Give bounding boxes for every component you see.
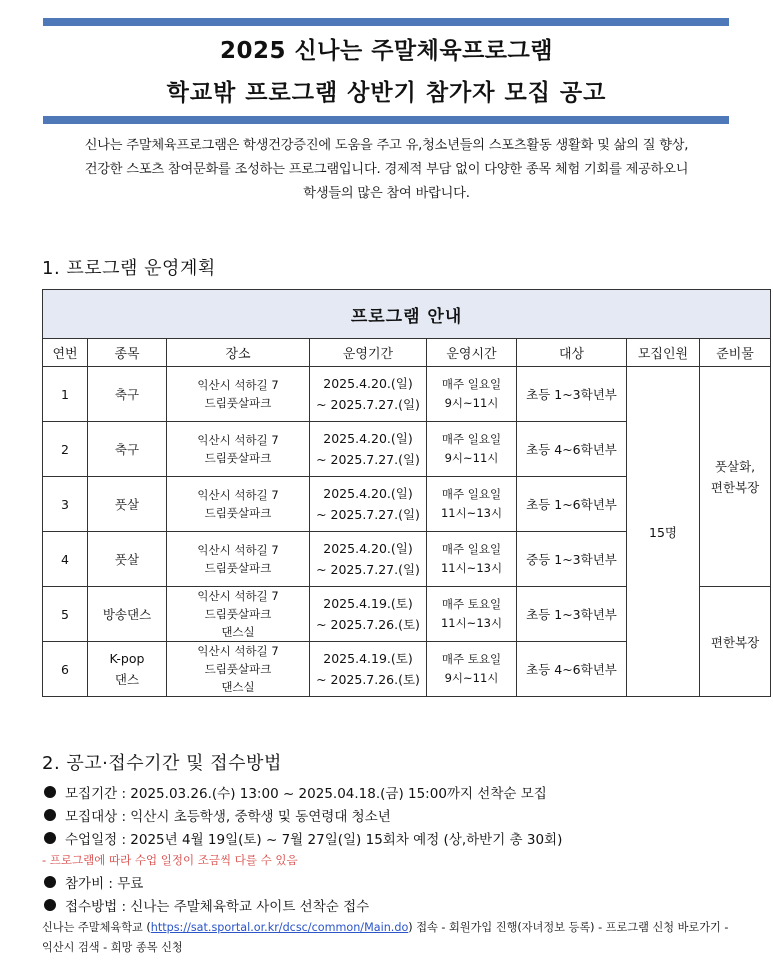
row-period: 2025.4.20.(일) ~ 2025.7.27.(일): [310, 477, 427, 532]
top-accent-bar: [43, 18, 729, 26]
row-target: 중등 1~3학년부: [517, 532, 627, 587]
title-line-2: 학교밖 프로그램 상반기 참가자 모집 공고: [166, 80, 607, 106]
recruit-count: 15명: [627, 367, 700, 697]
row-place: 익산시 석하길 7 드림풋살파크: [167, 422, 310, 477]
prep-items-1: 풋살화, 편한복장: [700, 367, 771, 587]
row-time: 매주 일요일 11시~13시: [427, 477, 517, 532]
section-1-heading: 1. 프로그램 운영계획: [42, 258, 216, 279]
row-target: 초등 1~6학년부: [517, 477, 627, 532]
row-period: 2025.4.20.(일) ~ 2025.7.27.(일): [310, 422, 427, 477]
bullet-dot-icon: [44, 809, 56, 821]
site-link[interactable]: https://sat.sportal.or.kr/dcsc/common/Main.do: [150, 921, 409, 934]
row-no: 3: [43, 477, 88, 532]
bullet-dot-icon: [44, 786, 56, 798]
row-sport: 방송댄스: [88, 587, 167, 642]
header-target: 대상: [517, 339, 627, 367]
header-sport: 종목: [88, 339, 167, 367]
row-sport: 풋살: [88, 477, 167, 532]
row-time: 매주 토요일 11시~13시: [427, 587, 517, 642]
header-recruit: 모집인원: [627, 339, 700, 367]
method-detail: 신나는 주말체육학교 (https://sat.sportal.or.kr/dcsc/common/Main.do) 접속 - 회원가입 진행(자녀정보 등록) - 프로그램 신청 바로가기 - 익산시 검색 - 희망 종목 신청: [42, 921, 729, 954]
bullet-method: 접수방법 : 신나는 주말체육학교 사이트 선착순 접수: [42, 893, 742, 916]
bullet-period: 모집기간 : 2025.03.26.(수) 13:00 ~ 2025.04.18.(금) 15:00까지 선착순 모집: [42, 780, 742, 803]
header-no: 연번: [43, 339, 88, 367]
table-row: [43, 367, 771, 422]
bullet-dot-icon: [44, 876, 56, 888]
intro-line-2: 건강한 스포츠 참여문화를 조성하는 프로그램입니다. 경제적 부담 없이 다양한 종목 체험 기회를 제공하오니: [84, 162, 689, 177]
row-place: 익산시 석하길 7 드림풋살파크: [167, 532, 310, 587]
row-target: 초등 4~6학년부: [517, 422, 627, 477]
prep-items-2: 편한복장: [700, 587, 771, 697]
row-no: 4: [43, 532, 88, 587]
row-time: 매주 일요일 9시~11시: [427, 367, 517, 422]
bullet-schedule: 수업일정 : 2025년 4월 19일(토) ~ 7월 27일(일) 15회차 예정 (상,하반기 총 30회): [42, 826, 742, 849]
row-sport: 풋살: [88, 532, 167, 587]
row-time: 매주 일요일 11시~13시: [427, 532, 517, 587]
bullet-fee: 참가비 : 무료: [42, 870, 742, 893]
row-sport: 축구: [88, 367, 167, 422]
bottom-accent-bar: [43, 116, 729, 124]
intro-paragraph: [40, 134, 733, 206]
row-place: 익산시 석하길 7 드림풋살파크 댄스실: [167, 587, 310, 642]
row-target: 초등 1~3학년부: [517, 367, 627, 422]
intro-line-1: 신나는 주말체육프로그램은 학생건강증진에 도움을 주고 유,청소년들의 스포츠활동 생활화 및 삶의 질 향상,: [84, 138, 689, 153]
header-prep: 준비물: [700, 339, 771, 367]
row-sport: 축구: [88, 422, 167, 477]
row-target: 초등 4~6학년부: [517, 642, 627, 697]
row-place: 익산시 석하길 7 드림풋살파크: [167, 477, 310, 532]
application-info: [42, 780, 742, 958]
row-time: 매주 토요일 9시~11시: [427, 642, 517, 697]
table-banner: 프로그램 안내: [43, 290, 771, 339]
section-2-heading: 2. 공고·접수기간 및 접수방법: [42, 753, 282, 774]
row-period: 2025.4.20.(일) ~ 2025.7.27.(일): [310, 367, 427, 422]
row-place: 익산시 석하길 7 드림풋살파크 댄스실: [167, 642, 310, 697]
header-place: 장소: [167, 339, 310, 367]
bullet-target: 모집대상 : 익산시 초등학생, 중학생 및 동연령대 청소년: [42, 803, 742, 826]
bullet-dot-icon: [44, 832, 56, 844]
schedule-note: - 프로그램에 따라 수업 일정이 조금씩 다를 수 있음: [42, 852, 298, 867]
bullet-dot-icon: [44, 899, 56, 911]
row-no: 5: [43, 587, 88, 642]
row-target: 초등 1~3학년부: [517, 587, 627, 642]
row-no: 6: [43, 642, 88, 697]
row-sport: K-pop 댄스: [88, 642, 167, 697]
header-period: 운영기간: [310, 339, 427, 367]
row-period: 2025.4.19.(토) ~ 2025.7.26.(토): [310, 587, 427, 642]
row-no: 2: [43, 422, 88, 477]
row-period: 2025.4.19.(토) ~ 2025.7.26.(토): [310, 642, 427, 697]
intro-line-3: 학생들의 많은 참여 바랍니다.: [303, 186, 470, 201]
row-place: 익산시 석하길 7 드림풋살파크: [167, 367, 310, 422]
row-period: 2025.4.20.(일) ~ 2025.7.27.(일): [310, 532, 427, 587]
title-line-1: 2025 신나는 주말체육프로그램: [220, 38, 553, 64]
header-time: 운영시간: [427, 339, 517, 367]
program-table: [42, 289, 771, 697]
row-time: 매주 일요일 9시~11시: [427, 422, 517, 477]
row-no: 1: [43, 367, 88, 422]
